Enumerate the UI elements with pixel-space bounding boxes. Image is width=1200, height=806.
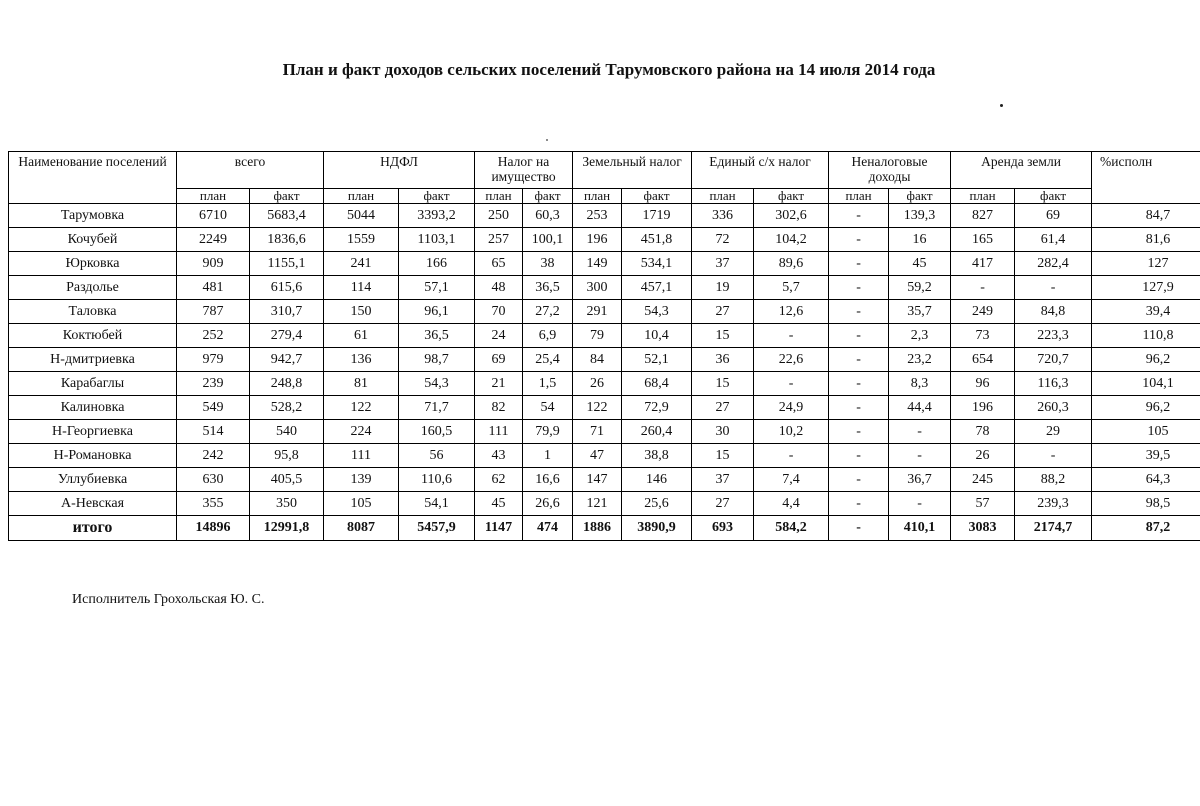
value-cell: 95,8 [250,444,324,468]
value-cell: 39,5 [1092,444,1200,468]
value-cell: 60,3 [523,204,573,228]
value-cell: - [829,324,889,348]
value-cell: 104,2 [754,228,829,252]
value-cell: 196 [573,228,622,252]
table-row [9,492,1200,516]
value-cell: 35,7 [889,300,951,324]
value-cell: 54 [523,396,573,420]
settlement-name: Тарумовка [9,204,177,228]
value-cell: 1155,1 [250,252,324,276]
table-row [9,228,1200,252]
value-cell: 84,8 [1015,300,1092,324]
value-cell: - [889,420,951,444]
value-cell: 36,5 [399,324,475,348]
value-cell: 827 [951,204,1015,228]
value-cell: 2,3 [889,324,951,348]
value-cell: 310,7 [250,300,324,324]
value-cell: - [889,444,951,468]
group-header: НДФЛ [324,152,475,189]
value-cell: 38 [523,252,573,276]
value-cell: 27 [692,300,754,324]
value-cell: 1886 [573,516,622,541]
value-cell: 69 [475,348,523,372]
value-cell: 474 [523,516,573,541]
value-cell: 22,6 [754,348,829,372]
value-cell: 279,4 [250,324,324,348]
value-cell: 6710 [177,204,250,228]
value-cell: 104,1 [1092,372,1200,396]
plan-header: план [951,189,1015,204]
value-cell: 79,9 [523,420,573,444]
value-cell: 239,3 [1015,492,1092,516]
plan-header: план [573,189,622,204]
value-cell: 514 [177,420,250,444]
value-cell: - [829,516,889,541]
value-cell: 549 [177,396,250,420]
value-cell: 654 [951,348,1015,372]
value-cell: 70 [475,300,523,324]
table-row [9,324,1200,348]
table-row [9,300,1200,324]
value-cell: 291 [573,300,622,324]
value-cell: 36,7 [889,468,951,492]
value-cell: 81,6 [1092,228,1200,252]
value-cell: 36 [692,348,754,372]
value-cell: 257 [475,228,523,252]
value-cell: 72 [692,228,754,252]
value-cell: 56 [399,444,475,468]
value-cell: 1147 [475,516,523,541]
value-cell: 29 [1015,420,1092,444]
value-cell: 196 [951,396,1015,420]
value-cell: 10,4 [622,324,692,348]
fact-header: факт [1015,189,1092,204]
value-cell: 282,4 [1015,252,1092,276]
value-cell: 15 [692,444,754,468]
value-cell: 30 [692,420,754,444]
value-cell: 81 [324,372,399,396]
value-cell: 7,4 [754,468,829,492]
table-row [9,204,1200,228]
value-cell: 147 [573,468,622,492]
scan-speck [1000,104,1003,107]
group-header: Неналоговые доходы [829,152,951,189]
value-cell: - [754,444,829,468]
table-body [9,204,1200,541]
value-cell: 528,2 [250,396,324,420]
value-cell: 21 [475,372,523,396]
plan-header: план [692,189,754,204]
fact-header: факт [250,189,324,204]
group-header: Земельный налог [573,152,692,189]
plan-header: план [177,189,250,204]
value-cell: 14896 [177,516,250,541]
plan-header: план [829,189,889,204]
income-table [8,151,1200,541]
value-cell: 26 [951,444,1015,468]
value-cell: 457,1 [622,276,692,300]
value-cell: - [951,276,1015,300]
value-cell: 540 [250,420,324,444]
settlement-name: Калиновка [9,396,177,420]
value-cell: 1,5 [523,372,573,396]
value-cell: 122 [324,396,399,420]
value-cell: 54,1 [399,492,475,516]
value-cell: 68,4 [622,372,692,396]
value-cell: 36,5 [523,276,573,300]
value-cell: 584,2 [754,516,829,541]
group-header: Аренда земли [951,152,1092,189]
table-row [9,396,1200,420]
value-cell: 8087 [324,516,399,541]
value-cell: 1836,6 [250,228,324,252]
value-cell: 44,4 [889,396,951,420]
value-cell: 5683,4 [250,204,324,228]
value-cell: - [829,372,889,396]
plan-header: план [475,189,523,204]
value-cell: 1559 [324,228,399,252]
value-cell: 336 [692,204,754,228]
executor-line: Исполнитель Грохольская Ю. С. [72,592,265,607]
value-cell: 61 [324,324,399,348]
value-cell: 12991,8 [250,516,324,541]
value-cell: 71,7 [399,396,475,420]
value-cell: - [889,492,951,516]
value-cell: 260,3 [1015,396,1092,420]
value-cell: 88,2 [1015,468,1092,492]
value-cell: 160,5 [399,420,475,444]
value-cell: - [829,204,889,228]
value-cell: 116,3 [1015,372,1092,396]
group-header: всего [177,152,324,189]
settlement-name: Н-Романовка [9,444,177,468]
value-cell: 355 [177,492,250,516]
value-cell: 98,7 [399,348,475,372]
fact-header: факт [754,189,829,204]
value-cell: 84,7 [1092,204,1200,228]
value-cell: 26 [573,372,622,396]
value-cell: 15 [692,372,754,396]
value-cell: - [829,348,889,372]
scan-speck [546,139,548,141]
table-row [9,252,1200,276]
value-cell: 241 [324,252,399,276]
value-cell: 253 [573,204,622,228]
value-cell: 27 [692,492,754,516]
value-cell: 105 [1092,420,1200,444]
value-cell: 73 [951,324,1015,348]
value-cell: 3083 [951,516,1015,541]
value-cell: 481 [177,276,250,300]
value-cell: 26,6 [523,492,573,516]
table-row [9,468,1200,492]
fact-header: факт [622,189,692,204]
value-cell: 451,8 [622,228,692,252]
value-cell: - [754,372,829,396]
name-header: Наименование поселений [9,152,177,204]
settlement-name: Н-дмитриевка [9,348,177,372]
value-cell: - [1015,276,1092,300]
value-cell: 57,1 [399,276,475,300]
sub-header-row [9,189,1200,204]
value-cell: - [829,444,889,468]
value-cell: 45 [889,252,951,276]
value-cell: 410,1 [889,516,951,541]
value-cell: 27,2 [523,300,573,324]
value-cell: 38,8 [622,444,692,468]
table-row [9,372,1200,396]
settlement-name: Уллубиевка [9,468,177,492]
value-cell: 78 [951,420,1015,444]
value-cell: 54,3 [622,300,692,324]
value-cell: 61,4 [1015,228,1092,252]
value-cell: - [829,468,889,492]
value-cell: 23,2 [889,348,951,372]
value-cell: 248,8 [250,372,324,396]
value-cell: 242 [177,444,250,468]
value-cell: 89,6 [754,252,829,276]
value-cell: 4,4 [754,492,829,516]
value-cell: 27 [692,396,754,420]
value-cell: 122 [573,396,622,420]
value-cell: 5457,9 [399,516,475,541]
value-cell: 720,7 [1015,348,1092,372]
value-cell: 19 [692,276,754,300]
value-cell: 16,6 [523,468,573,492]
value-cell: 71 [573,420,622,444]
value-cell: 37 [692,468,754,492]
settlement-name: Н-Георгиевка [9,420,177,444]
value-cell: 98,5 [1092,492,1200,516]
value-cell: 1719 [622,204,692,228]
document-title: План и факт доходов сельских поселений Тарумовского района на 14 июля 2014 года [282,60,936,79]
value-cell: 223,3 [1015,324,1092,348]
value-cell: 121 [573,492,622,516]
value-cell: 5,7 [754,276,829,300]
value-cell: 693 [692,516,754,541]
value-cell: 127 [1092,252,1200,276]
fact-header: факт [399,189,475,204]
value-cell: 39,4 [1092,300,1200,324]
settlement-name: Юрковка [9,252,177,276]
value-cell: 350 [250,492,324,516]
value-cell: 57 [951,492,1015,516]
value-cell: 787 [177,300,250,324]
group-header-row [9,152,1200,189]
fact-header: факт [889,189,951,204]
value-cell: 417 [951,252,1015,276]
value-cell: - [829,276,889,300]
value-cell: 250 [475,204,523,228]
value-cell: 245 [951,468,1015,492]
value-cell: 96,2 [1092,348,1200,372]
settlement-name: Карабаглы [9,372,177,396]
plan-header: план [324,189,399,204]
value-cell: 15 [692,324,754,348]
value-cell: 87,2 [1092,516,1200,541]
settlement-name: Раздолье [9,276,177,300]
value-cell: 146 [622,468,692,492]
value-cell: 114 [324,276,399,300]
value-cell: 139,3 [889,204,951,228]
value-cell: 300 [573,276,622,300]
value-cell: 2249 [177,228,250,252]
table-row [9,348,1200,372]
value-cell: 82 [475,396,523,420]
value-cell: 405,5 [250,468,324,492]
value-cell: 37 [692,252,754,276]
value-cell: - [754,324,829,348]
value-cell: 149 [573,252,622,276]
value-cell: - [829,396,889,420]
fact-header: факт [523,189,573,204]
value-cell: 249 [951,300,1015,324]
value-cell: 16 [889,228,951,252]
value-cell: 1 [523,444,573,468]
settlement-name: А-Невская [9,492,177,516]
value-cell: 54,3 [399,372,475,396]
value-cell: - [829,252,889,276]
total-row [9,516,1200,541]
group-header: %исполн [1092,152,1200,204]
value-cell: 942,7 [250,348,324,372]
value-cell: 111 [324,444,399,468]
value-cell: 110,6 [399,468,475,492]
value-cell: 24 [475,324,523,348]
value-cell: - [829,300,889,324]
value-cell: 6,9 [523,324,573,348]
value-cell: 3890,9 [622,516,692,541]
value-cell: 12,6 [754,300,829,324]
value-cell: 3393,2 [399,204,475,228]
group-header: Единый с/х налог [692,152,829,189]
value-cell: 165 [951,228,1015,252]
value-cell: 45 [475,492,523,516]
table-row [9,420,1200,444]
value-cell: 72,9 [622,396,692,420]
table-row [9,276,1200,300]
value-cell: 909 [177,252,250,276]
value-cell: 69 [1015,204,1092,228]
value-cell: 1103,1 [399,228,475,252]
settlement-name: Кочубей [9,228,177,252]
value-cell: - [1015,444,1092,468]
value-cell: 979 [177,348,250,372]
value-cell: 10,2 [754,420,829,444]
group-header: Налог на имущество [475,152,573,189]
settlement-name: итого [9,516,177,541]
value-cell: 5044 [324,204,399,228]
value-cell: 252 [177,324,250,348]
table-row [9,444,1200,468]
value-cell: 64,3 [1092,468,1200,492]
value-cell: 630 [177,468,250,492]
value-cell: 96,2 [1092,396,1200,420]
value-cell: 43 [475,444,523,468]
value-cell: 52,1 [622,348,692,372]
value-cell: 260,4 [622,420,692,444]
value-cell: 100,1 [523,228,573,252]
value-cell: 110,8 [1092,324,1200,348]
value-cell: 79 [573,324,622,348]
value-cell: 24,9 [754,396,829,420]
value-cell: - [829,228,889,252]
value-cell: 47 [573,444,622,468]
value-cell: 224 [324,420,399,444]
value-cell: 166 [399,252,475,276]
value-cell: 302,6 [754,204,829,228]
value-cell: 62 [475,468,523,492]
value-cell: 84 [573,348,622,372]
value-cell: 127,9 [1092,276,1200,300]
value-cell: 615,6 [250,276,324,300]
value-cell: 534,1 [622,252,692,276]
value-cell: 25,4 [523,348,573,372]
value-cell: - [829,492,889,516]
value-cell: 105 [324,492,399,516]
value-cell: 65 [475,252,523,276]
value-cell: - [829,420,889,444]
value-cell: 150 [324,300,399,324]
value-cell: 139 [324,468,399,492]
settlement-name: Коктюбей [9,324,177,348]
settlement-name: Таловка [9,300,177,324]
value-cell: 59,2 [889,276,951,300]
value-cell: 96,1 [399,300,475,324]
value-cell: 239 [177,372,250,396]
value-cell: 25,6 [622,492,692,516]
value-cell: 111 [475,420,523,444]
value-cell: 48 [475,276,523,300]
value-cell: 2174,7 [1015,516,1092,541]
value-cell: 8,3 [889,372,951,396]
value-cell: 136 [324,348,399,372]
value-cell: 96 [951,372,1015,396]
